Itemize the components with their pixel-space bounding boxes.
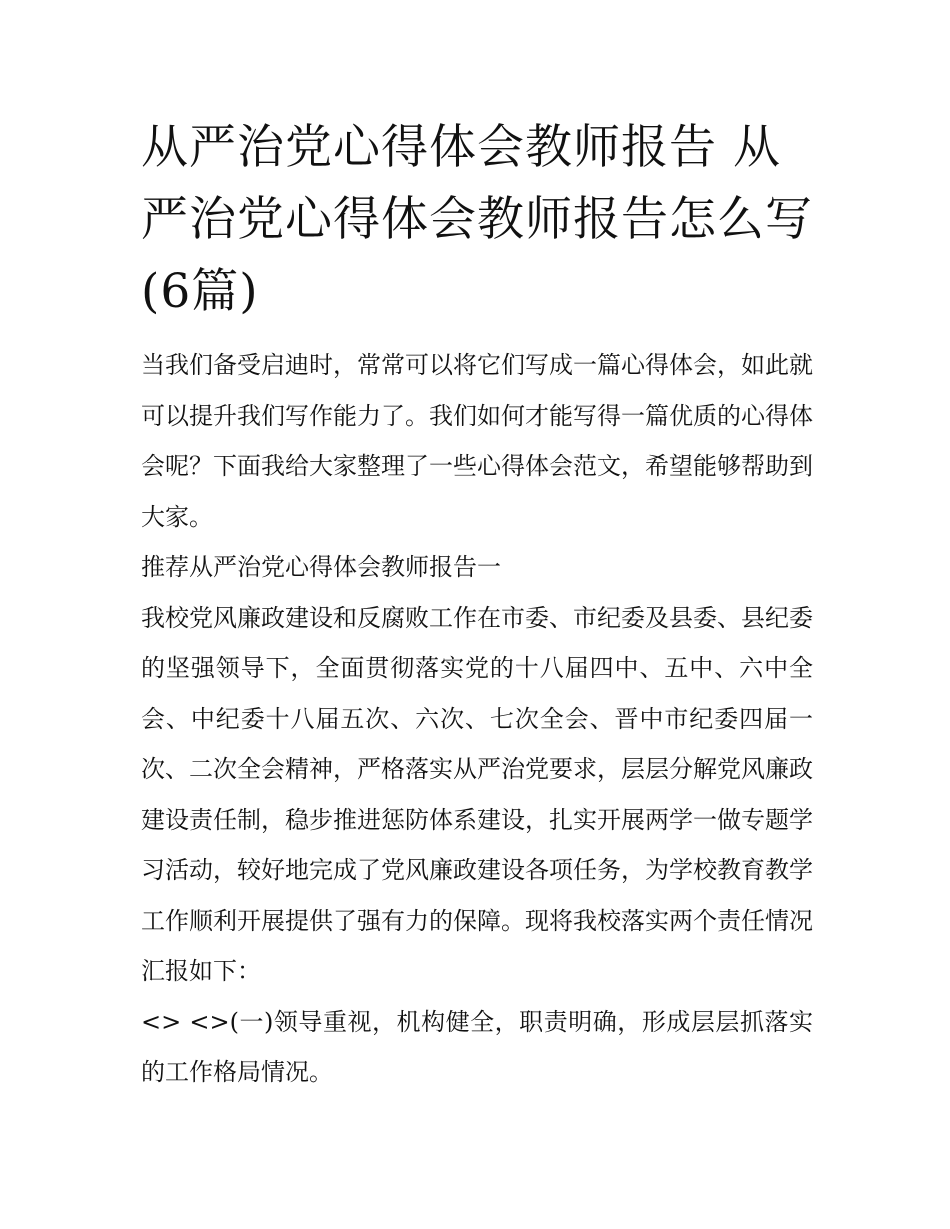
body-paragraph: 我校党风廉政建设和反腐败工作在市委、市纪委及县委、县纪委的坚强领导下，全面贯彻落实党的十八届四中、五中、六中全会、中纪委十八届五次、六次、七次全会、晋中市纪委四届一次、二次全会精神，严格落实从严治党要求，层层分解党风廉政建设责任制，稳步推进惩防体系建设，扎实开展两学一做专题学习活动，较好地完成了党风廉政建设各项任务，为学校教育教学工作顺利开展提供了强有力的保障。现将我校落实两个责任情况汇报如下：: [141, 603, 813, 985]
list-item: <> <>(一)领导重视，机构健全，职责明确，形成层层抓落实的工作格局情况。: [141, 1007, 813, 1086]
intro-paragraph: 当我们备受启迪时，常常可以将它们写成一篇心得体会，如此就可以提升我们写作能力了。我们如何才能写得一篇优质的心得体会呢？下面我给大家整理了一些心得体会范文，希望能够帮助到大家。: [141, 351, 813, 531]
section-heading: 推荐从严治党心得体会教师报告一: [141, 553, 501, 581]
document-title: 从严治党心得体会教师报告 从严治党心得体会教师报告怎么写(6篇): [141, 120, 813, 319]
document-page: [141, 112, 813, 1098]
